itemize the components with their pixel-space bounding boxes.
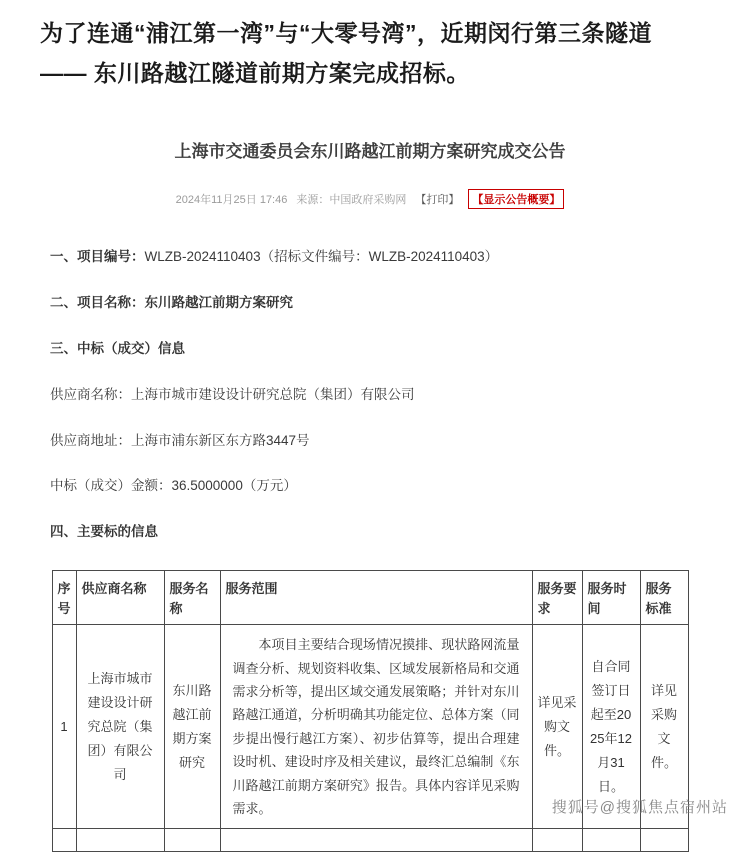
show-summary-button[interactable]: 【显示公告概要】 bbox=[468, 189, 564, 209]
meta-source: 来源：中国政府采购网 bbox=[296, 194, 407, 207]
announcement-body bbox=[50, 249, 700, 541]
cell-service-time: 自合同签订日起至2025年12月31日。 bbox=[582, 625, 640, 829]
col-header-service-time: 服务时间 bbox=[582, 571, 640, 625]
col-header-service-name: 服务名称 bbox=[164, 571, 220, 625]
field-supplier-name-value: 上海市城市建设设计研究总院（集团）有限公司 bbox=[131, 386, 415, 402]
col-header-service-requirement: 服务要求 bbox=[532, 571, 582, 625]
field-project-number-label: 一、项目编号： bbox=[50, 249, 145, 265]
cell-seq: 1 bbox=[52, 625, 76, 829]
col-header-service-standard: 服务标准 bbox=[640, 571, 688, 625]
empty-cell bbox=[220, 829, 532, 852]
col-header-service-scope: 服务范围 bbox=[220, 571, 532, 625]
field-award-amount-value: 36.5000000（万元） bbox=[171, 478, 297, 494]
field-project-name-value: 东川路越江前期方案研究 bbox=[144, 294, 293, 310]
empty-cell bbox=[640, 829, 688, 852]
meta-line bbox=[0, 189, 740, 209]
field-award-amount-label: 中标（成交）金额： bbox=[50, 478, 172, 494]
field-project-number bbox=[50, 249, 700, 266]
table-header-row bbox=[52, 571, 688, 625]
field-project-name bbox=[50, 295, 700, 312]
cell-service-name: 东川路越江前期方案研究 bbox=[164, 625, 220, 829]
watermark: 搜狐号@搜狐焦点宿州站 bbox=[551, 799, 728, 816]
empty-cell bbox=[582, 829, 640, 852]
cell-service-standard: 详见采购文件。 bbox=[640, 625, 688, 829]
heading-main-subject: 四、主要标的信息 bbox=[50, 524, 158, 540]
empty-cell bbox=[164, 829, 220, 852]
empty-cell bbox=[76, 829, 164, 852]
print-button[interactable]: 【打印】 bbox=[415, 194, 460, 207]
field-award-amount bbox=[50, 478, 700, 495]
cell-service-requirement: 详见采购文件。 bbox=[532, 625, 582, 829]
table-empty-row bbox=[52, 829, 688, 852]
field-supplier-address-label: 供应商地址： bbox=[50, 432, 131, 448]
heading-award-info: 三、中标（成交）信息 bbox=[50, 340, 185, 356]
empty-cell bbox=[532, 829, 582, 852]
empty-cell bbox=[52, 829, 76, 852]
col-header-seq: 序号 bbox=[52, 571, 76, 625]
field-supplier-name bbox=[50, 387, 700, 404]
announcement-title: 上海市交通委员会东川路越江前期方案研究成交公告 bbox=[174, 142, 566, 162]
meta-datetime: 2024年11月25日 17:46 bbox=[175, 194, 288, 207]
cell-supplier: 上海市城市建设设计研究总院（集团）有限公司 bbox=[76, 625, 164, 829]
field-project-name-label: 二、项目名称： bbox=[50, 294, 145, 310]
field-supplier-name-label: 供应商名称： bbox=[50, 386, 131, 402]
field-supplier-address-value: 上海市浦东新区东方路3447号 bbox=[131, 432, 310, 448]
col-header-supplier: 供应商名称 bbox=[76, 571, 164, 625]
field-project-number-value: WLZB-2024110403（招标文件编号：WLZB-2024110403） bbox=[144, 249, 499, 265]
intro-paragraph: 为了连通“浦江第一湾”与“大零号湾”，近期闵行第三条隧道 —— 东川路越江隧道前期方案完成招标。 bbox=[40, 20, 652, 86]
cell-service-scope: 本项目主要结合现场情况摸排、现状路网流量调查分析、规划资料收集、区域发展新格局和交通需求分析等，提出区域交通发展策略；并针对东川路越江通道，分析明确其功能定位、总体方案（同步提出慢行越江方案）、初步估算等，提出合理建设时机、建设时序及相关建议，最终汇总编制《东川路越江前期方案研究》报告。具体内容详见采购需求。 bbox=[220, 625, 532, 829]
field-supplier-address bbox=[50, 433, 700, 450]
